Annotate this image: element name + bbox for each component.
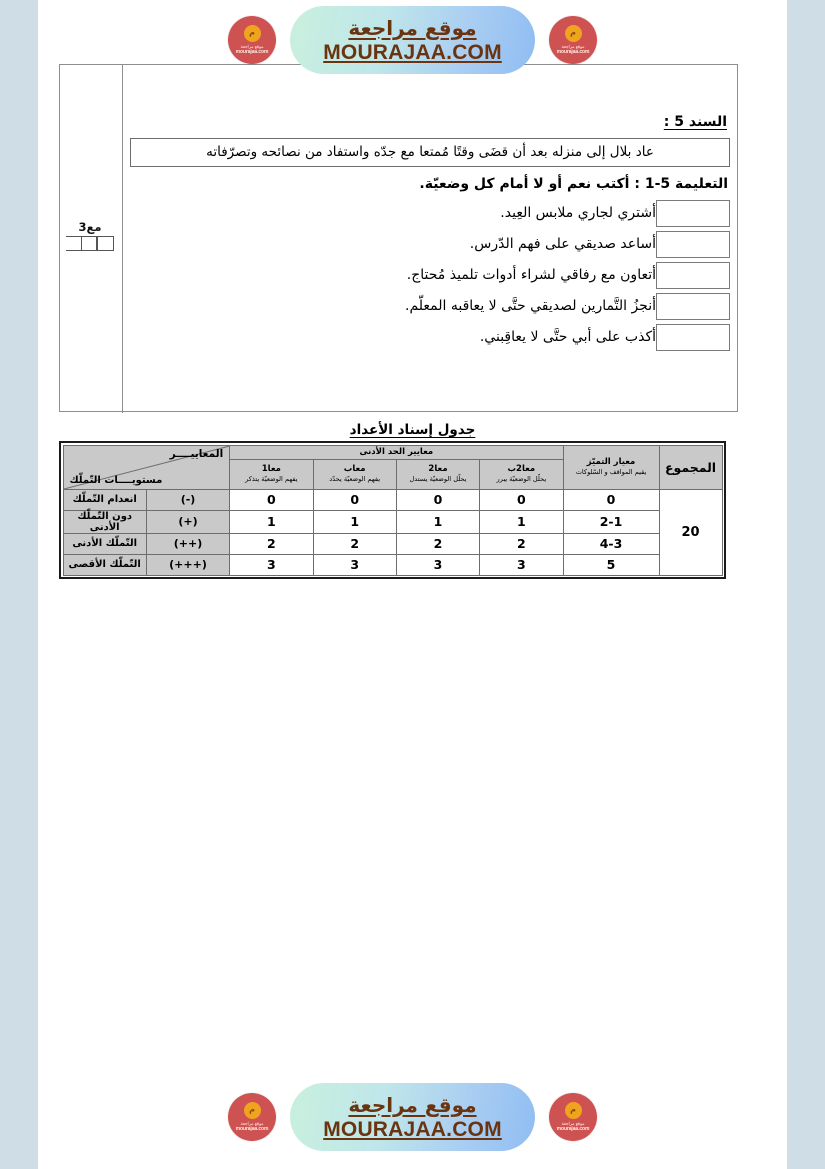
criterion-value: 3 [230,554,313,575]
level-label: انعدام التّملّك [63,489,146,510]
excellence-value: 0 [563,489,659,510]
criterion-value: 0 [480,489,563,510]
criterion-value: 0 [396,489,479,510]
criterion-value: 3 [313,554,396,575]
criterion-value: 1 [230,510,313,533]
header-criteria-label: المعاييــــر [169,447,224,460]
criterion-value: 0 [230,489,313,510]
logo-caption-url-right: mourajaa.com [556,49,590,56]
table-row [63,533,722,554]
question-row [130,260,730,291]
header-excellence [563,445,659,489]
level-sign: (+++) [146,554,229,575]
grade-table-title: جدول إسناد الأعداد [349,422,476,438]
answer-box[interactable] [656,262,730,289]
answer-box[interactable] [656,200,730,227]
header-criterion-2 [313,459,396,489]
criterion-value: 0 [313,489,396,510]
logo-caption-url-right-footer: mourajaa.com [556,1126,590,1133]
criterion-desc: يحلّل الوضعيّة يستدل [409,474,467,483]
header-min-group: معايير الحد الأدنى [230,445,563,459]
level-sign: (++) [146,533,229,554]
table-row [63,510,722,533]
criterion-value: 2 [313,533,396,554]
question-text: أكذب على أبي حتَّى لا يعاقِبني. [479,329,656,346]
criterion-code: معا2 [428,463,448,474]
watermark-url-text-footer: MOURAJAA.COM [323,1117,502,1141]
margin-criterion-mark [63,221,117,251]
criterion-value: 3 [396,554,479,575]
question-row [130,322,730,353]
level-label: التّملّك الأدنى [63,533,146,554]
logo-caption-url-left: mourajaa.com [235,49,269,56]
margin-score-grid [66,236,114,251]
logo-caption-ar-left-footer: موقع مراجعة [240,1120,264,1126]
grade-table [63,445,723,576]
quote-box: عاد بلال إلى منزله بعد أن قضَى وقتًا مُمتعا مع جدّه واستفاد من نصائحه وتصرّفاته [130,138,730,167]
instruction-text: التعليمة 5-1 : أكتب نعم أو لا أمام كل وضعيّة. [419,176,728,193]
level-sign: (-) [146,489,229,510]
watermark-url-text: MOURAJAA.COM [323,40,502,64]
total-score: 20 [659,489,722,575]
criterion-desc: يفهم الوضعيّة يحدّد [329,474,381,483]
question-row [130,291,730,322]
logo-badge-right-footer: م [565,1102,582,1119]
margin-criterion-label: مع3 [78,220,102,234]
answer-box[interactable] [656,324,730,351]
level-label: دون التّملّك الأدنى [63,510,146,533]
criterion-value: 2 [396,533,479,554]
margin-score-cell[interactable] [66,236,82,251]
question-list [130,198,730,353]
criterion-value: 1 [396,510,479,533]
table-row [63,554,722,575]
question-text: أشتري لجاري ملابس العِيد. [500,205,656,222]
exercise-content [130,72,730,353]
logo-caption-ar-right: موقع مراجعة [561,43,585,49]
question-text: أتعاون مع رفاقي لشراء أدوات تلميذ مُحتاج. [406,267,656,284]
question-text: أنجزُ التَّمارين لصديقي حتَّى لا يعاقبه المعلّم. [405,298,656,315]
criterion-value: 1 [480,510,563,533]
question-row [130,229,730,260]
sanad-title: السند 5 : [663,114,727,130]
answer-box[interactable] [656,231,730,258]
excellence-value: 4-3 [563,533,659,554]
header-criterion-4 [480,459,563,489]
logo-caption-url-left-footer: mourajaa.com [235,1126,269,1133]
logo-caption-ar-left: موقع مراجعة [240,43,264,49]
question-row [130,198,730,229]
criterion-code: معا2ب [507,463,536,474]
watermark-arabic-text-footer: موقع مراجعة [348,1092,477,1117]
margin-score-cell[interactable] [82,236,98,251]
level-sign: (+) [146,510,229,533]
criterion-value: 2 [480,533,563,554]
frame-divider [122,64,123,413]
excellence-value: 2-1 [563,510,659,533]
criterion-value: 3 [480,554,563,575]
header-excellence-title: معيار التميّز [586,456,636,467]
criterion-value: 2 [230,533,313,554]
excellence-value: 5 [563,554,659,575]
header-criterion-3 [396,459,479,489]
header-levels-label: مستويــــات التّملّك [69,474,163,486]
logo-badge-left: م [244,25,261,42]
table-header-row-1 [63,445,722,459]
header-criterion-1 [230,459,313,489]
criterion-code: معاب [343,463,366,474]
table-row [63,489,722,510]
logo-caption-ar-right-footer: موقع مراجعة [561,1120,585,1126]
logo-badge-right: م [565,25,582,42]
answer-box[interactable] [656,293,730,320]
margin-score-cell[interactable] [97,236,114,251]
criterion-value: 1 [313,510,396,533]
header-criteria-levels [63,445,230,489]
watermark-arabic-text: موقع مراجعة [348,15,477,40]
grade-table-wrapper [59,441,726,579]
logo-badge-left-footer: م [244,1102,261,1119]
criterion-desc: يحلّل الوضعيّة يبرر [496,474,547,483]
criterion-code: معا1 [261,463,281,474]
criterion-desc: يفهم الوضعيّة يتذكر [245,474,298,483]
question-text: أساعد صديقي على فهم الدّرس. [469,236,656,253]
header-excellence-sub: يقيم المواقف و السّلوكات [575,467,647,476]
header-total: المجموع [659,445,722,489]
level-label: التّملّك الأقصى [63,554,146,575]
